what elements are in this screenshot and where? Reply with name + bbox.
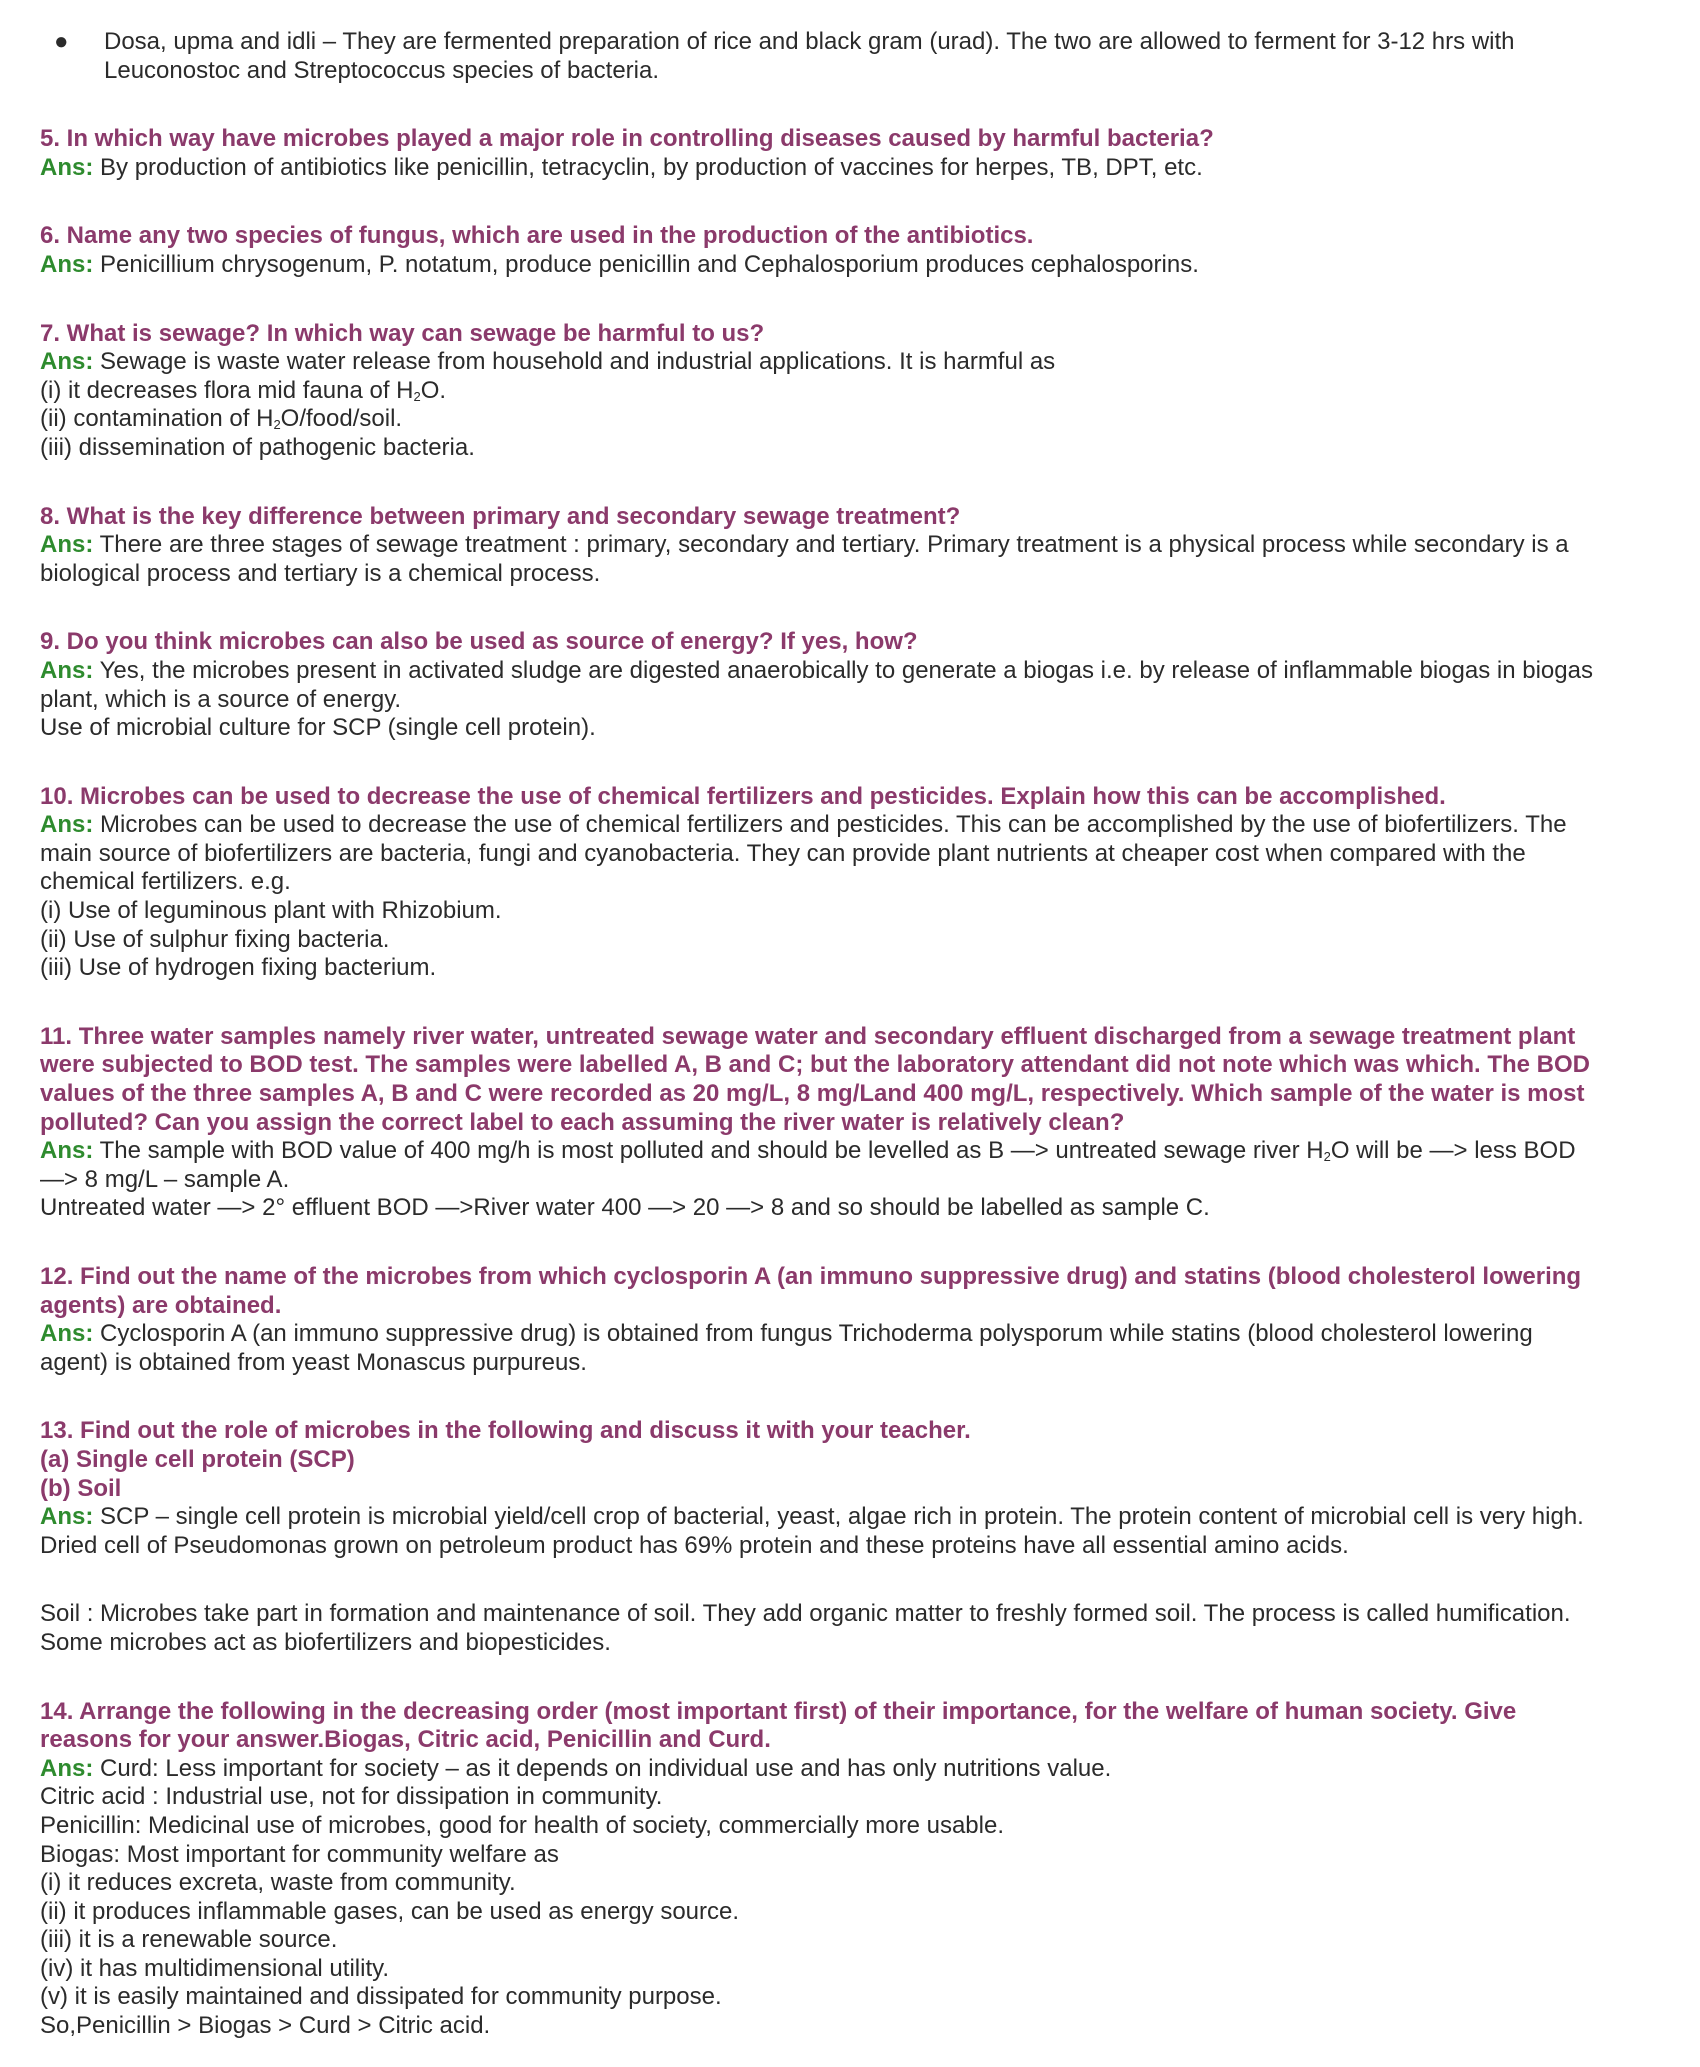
subscript: 2 (1323, 1149, 1331, 1165)
question-block-7 (40, 320, 1660, 463)
answer-line (40, 657, 1660, 686)
question-block-11 (40, 1023, 1660, 1223)
answer-text: Penicillium chrysogenum, P. notatum, produce penicillin and Cephalosporium produces cephalosporins. (93, 250, 1199, 278)
answer-line: chemical fertilizers. e.g. (40, 868, 291, 896)
ans-label: Ans: (40, 1754, 94, 1782)
question-heading: (b) Soil (40, 1474, 122, 1502)
question-heading: (a) Single cell protein (SCP) (40, 1445, 355, 1473)
ans-label: Ans: (40, 153, 94, 181)
answer-line (40, 251, 1660, 280)
point-text: (i) it decreases flora mid fauna of H (40, 376, 414, 404)
question-block-9 (40, 628, 1660, 742)
answer-point: (iii) it is a renewable source. (40, 1926, 338, 1954)
bullet-item (40, 0, 1660, 85)
answer-text: The sample with BOD value of 400 mg/h is most polluted and should be levelled as B —> untreated sewage river H (93, 1137, 1324, 1165)
answer-line: main source of biofertilizers are bacteria, fungi and cyanobacteria. They can provide plant nutrients at cheaper cost when compared with the (40, 839, 1526, 867)
answer-line: —> 8 mg/L – sample A. (40, 1165, 290, 1193)
paragraph-gap (40, 1560, 1660, 1600)
answer-line: Citric acid : Industrial use, not for dissipation in community. (40, 1783, 663, 1811)
answer-line: Untreated water —> 2° effluent BOD —>River water 400 —> 20 —> 8 and so should be labelled as sample C. (40, 1194, 1210, 1222)
answer-line: plant, which is a source of energy. (40, 685, 402, 713)
question-heading: 6. Name any two species of fungus, which are used in the production of the antibiotics. (40, 222, 1034, 250)
answer-line (40, 811, 1660, 840)
answer-point: (ii) Use of sulphur fixing bacteria. (40, 925, 390, 953)
answer-line (40, 1137, 1660, 1166)
question-block-13 (40, 1417, 1660, 1657)
answer-line (40, 1320, 1660, 1349)
subscript: 2 (413, 388, 421, 404)
answer-text: Cyclosporin A (an immuno suppressive drug) is obtained from fungus Trichoderma polysporum while statins (blood cholesterol lowering (93, 1320, 1533, 1348)
answer-point: (ii) it produces inflammable gases, can be used as energy source. (40, 1897, 740, 1925)
question-block-12 (40, 1263, 1660, 1377)
answer-line (40, 531, 1660, 560)
answer-line: Dried cell of Pseudomonas grown on petroleum product has 69% protein and these proteins have all essential amino acids. (40, 1531, 1349, 1559)
question-block-5 (40, 125, 1660, 182)
question-heading: 5. In which way have microbes played a major role in controlling diseases caused by harmful bacteria? (40, 125, 1214, 153)
answer-text: Sewage is waste water release from household and industrial applications. It is harmful as (93, 348, 1056, 376)
answer-point: (iii) dissemination of pathogenic bacteria. (40, 433, 475, 461)
question-heading: 9. Do you think microbes can also be used as source of energy? If yes, how? (40, 628, 918, 656)
ans-label: Ans: (40, 811, 94, 839)
answer-line (40, 154, 1660, 183)
answer-line (40, 1755, 1660, 1784)
conclusion-line: So,Penicillin > Biogas > Curd > Citric acid. (40, 2012, 491, 2040)
question-heading: 8. What is the key difference between primary and secondary sewage treatment? (40, 502, 961, 530)
bullet-text-line: Leuconostoc and Streptococcus species of bacteria. (104, 56, 659, 84)
question-heading: were subjected to BOD test. The samples were labelled A, B and C; but the laboratory attendant did not note which was which. The BOD (40, 1051, 1591, 1079)
answer-point: (iv) it has multidimensional utility. (40, 1954, 389, 1982)
answer-point: (i) it reduces excreta, waste from community. (40, 1869, 516, 1897)
answer-line: agent) is obtained from yeast Monascus purpureus. (40, 1348, 587, 1376)
ans-label: Ans: (40, 656, 94, 684)
point-text: O. (420, 376, 447, 404)
answer-point (40, 405, 1660, 434)
question-heading: values of the three samples A, B and C were recorded as 20 mg/L, 8 mg/Land 400 mg/L, respectively. Which sample of the water is most (40, 1080, 1585, 1108)
answer-line: Biogas: Most important for community welfare as (40, 1840, 559, 1868)
question-heading: agents) are obtained. (40, 1291, 282, 1319)
ans-label: Ans: (40, 1503, 94, 1531)
answer-text: There are three stages of sewage treatment : primary, secondary and tertiary. Primary treatment is a physical process while secondary is a (93, 531, 1569, 559)
ans-label: Ans: (40, 531, 94, 559)
answer-text: SCP – single cell protein is microbial yield/cell crop of bacterial, yeast, algae rich in protein. The protein content of microbial cell is very high. (93, 1503, 1584, 1531)
answer-text: Curd: Less important for society – as it depends on individual use and has only nutritions value. (93, 1754, 1112, 1782)
answer-point: (iii) Use of hydrogen fixing bacterium. (40, 954, 437, 982)
answer-line (40, 348, 1660, 377)
ans-label: Ans: (40, 1137, 94, 1165)
question-block-14 (40, 1698, 1660, 2041)
answer-line: Use of microbial culture for SCP (single cell protein). (40, 714, 596, 742)
question-block-10 (40, 783, 1660, 983)
ans-label: Ans: (40, 348, 94, 376)
bullet-dot-icon: ● (54, 28, 69, 55)
answer-text: Yes, the microbes present in activated sludge are digested anaerobically to generate a biogas i.e. by release of inflammable biogas in biogas (93, 656, 1593, 684)
question-heading: 11. Three water samples namely river water, untreated sewage water and secondary effluent discharged from a sewage treatment plant (40, 1022, 1576, 1050)
answer-text: Microbes can be used to decrease the use of chemical fertilizers and pesticides. This can be accomplished by the use of biofertilizers. The (93, 811, 1567, 839)
answer-line (40, 1503, 1660, 1532)
answer-text: O will be —> less BOD (1330, 1137, 1576, 1165)
question-block-6 (40, 222, 1660, 279)
question-heading: reasons for your answer.Biogas, Citric acid, Penicillin and Curd. (40, 1726, 771, 1754)
point-text: O/food/soil. (280, 405, 403, 433)
subscript: 2 (273, 417, 281, 433)
ans-label: Ans: (40, 250, 94, 278)
answer-point (40, 377, 1660, 406)
answer-line: Penicillin: Medicinal use of microbes, good for health of society, commercially more usable. (40, 1811, 1004, 1839)
point-text: (ii) contamination of H (40, 405, 274, 433)
answer-point: (i) Use of leguminous plant with Rhizobium. (40, 897, 502, 925)
answer-point: (v) it is easily maintained and dissipated for community purpose. (40, 1983, 722, 2011)
question-block-8 (40, 503, 1660, 589)
question-heading: 13. Find out the role of microbes in the following and discuss it with your teacher. (40, 1417, 971, 1445)
question-heading: 14. Arrange the following in the decreasing order (most important first) of their importance, for the welfare of human society. Give (40, 1697, 1517, 1725)
question-heading: 12. Find out the name of the microbes from which cyclosporin A (an immuno suppressive drug) and statins (blood cholesterol lowering (40, 1263, 1582, 1290)
ans-label: Ans: (40, 1320, 94, 1348)
answer-line: Some microbes act as biofertilizers and biopesticides. (40, 1628, 611, 1656)
question-heading: 10. Microbes can be used to decrease the use of chemical fertilizers and pesticides. Explain how this can be accomplished. (40, 782, 1446, 810)
question-heading: polluted? Can you assign the correct label to each assuming the river water is relatively clean? (40, 1108, 1125, 1136)
bullet-text-line: Dosa, upma and idli – They are fermented preparation of rice and black gram (urad). The two are allowed to ferment for 3-12 hrs with (104, 28, 1515, 55)
answer-line: biological process and tertiary is a chemical process. (40, 559, 601, 587)
answer-line: Soil : Microbes take part in formation and maintenance of soil. They add organic matter to freshly formed soil. The process is called humification. (40, 1600, 1571, 1628)
question-heading: 7. What is sewage? In which way can sewage be harmful to us? (40, 319, 765, 347)
answer-text: By production of antibiotics like penicillin, tetracyclin, by production of vaccines for herpes, TB, DPT, etc. (93, 153, 1203, 181)
